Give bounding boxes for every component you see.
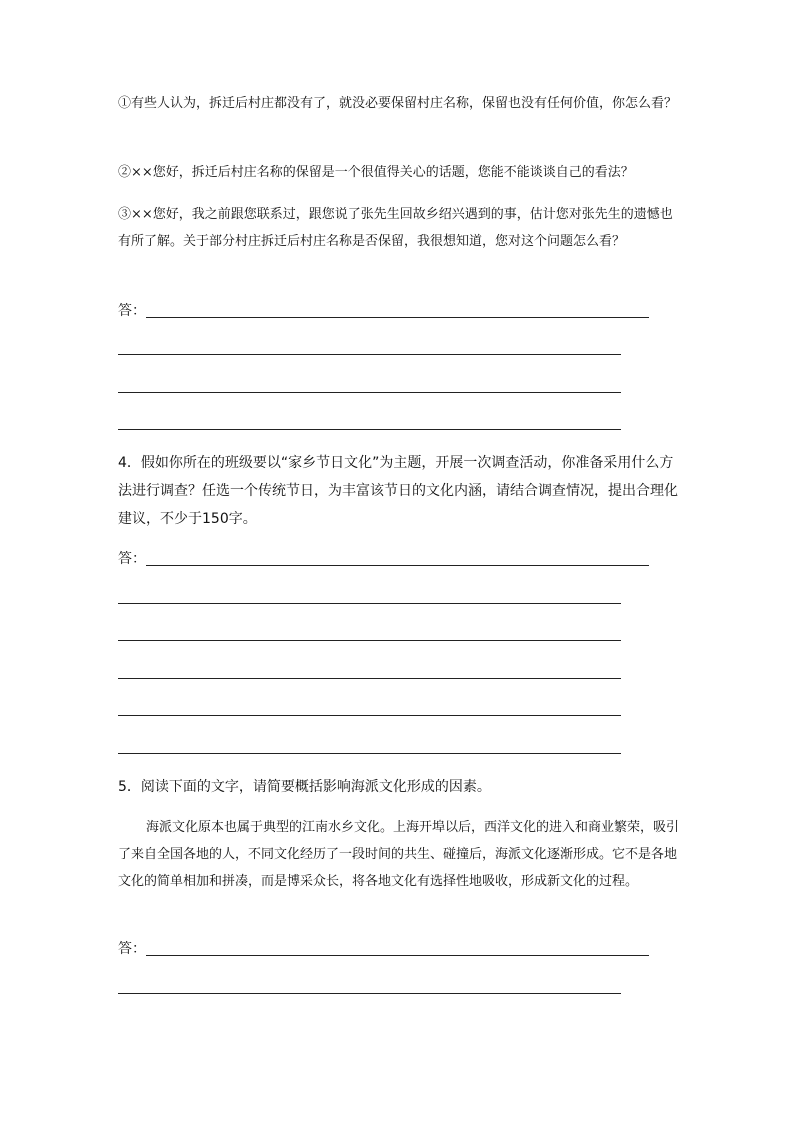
answer-label: 答： [118, 941, 146, 957]
answer-line[interactable] [146, 955, 649, 956]
answer-line[interactable] [118, 354, 621, 355]
answer-line[interactable] [146, 317, 649, 318]
answer-line[interactable] [118, 640, 621, 641]
answer-line[interactable] [118, 392, 621, 393]
answer-line[interactable] [118, 715, 621, 716]
q3-option-2: ②××您好，拆迁后村庄名称的保留是一个很值得关心的话题，您能不能谈谈自己的看法？ [118, 165, 634, 180]
answer-line[interactable] [118, 429, 621, 430]
q3-option-3: ③××您好，我之前跟您联系过，跟您说了张先生回故乡绍兴遇到的事，估计您对张先生的遗憾也有所了解。关于部分村庄拆迁后村庄名称是否保留，我很想知道，您对这个问题怎么看？ [118, 207, 673, 249]
answer-line[interactable] [118, 603, 621, 604]
answer-line[interactable] [118, 678, 621, 679]
answer-line[interactable] [118, 993, 621, 994]
question-5: 5．阅读下面的文字，请简要概括影响海派文化形成的因素。 [118, 779, 491, 795]
question-4: 4．假如你所在的班级要以“家乡节日文化”为主题，开展一次调查活动，你准备采用什么方法进行调查？任选一个传统节日，为丰富该节日的文化内涵，请结合调查情况，提出合理化建议，不少于150字。 [118, 455, 678, 527]
answer-line[interactable] [118, 753, 621, 754]
q5-passage: 海派文化原本也属于典型的江南水乡文化。上海开埠以后，西洋文化的进入和商业繁荣，吸引了来自全国各地的人，不同文化经历了一段时间的共生、碰撞后，海派文化逐渐形成。它不是各地文化的简单相加和拼凑，而是博采众长，将各地文化有选择性地吸收，形成新文化的过程。 [118, 820, 680, 889]
q3-option-1: ①有些人认为，拆迁后村庄都没有了，就没必要保留村庄名称，保留也没有任何价值，你怎么看？ [118, 96, 678, 111]
answer-line[interactable] [146, 565, 649, 566]
answer-label: 答： [118, 303, 146, 319]
answer-label: 答： [118, 551, 146, 567]
